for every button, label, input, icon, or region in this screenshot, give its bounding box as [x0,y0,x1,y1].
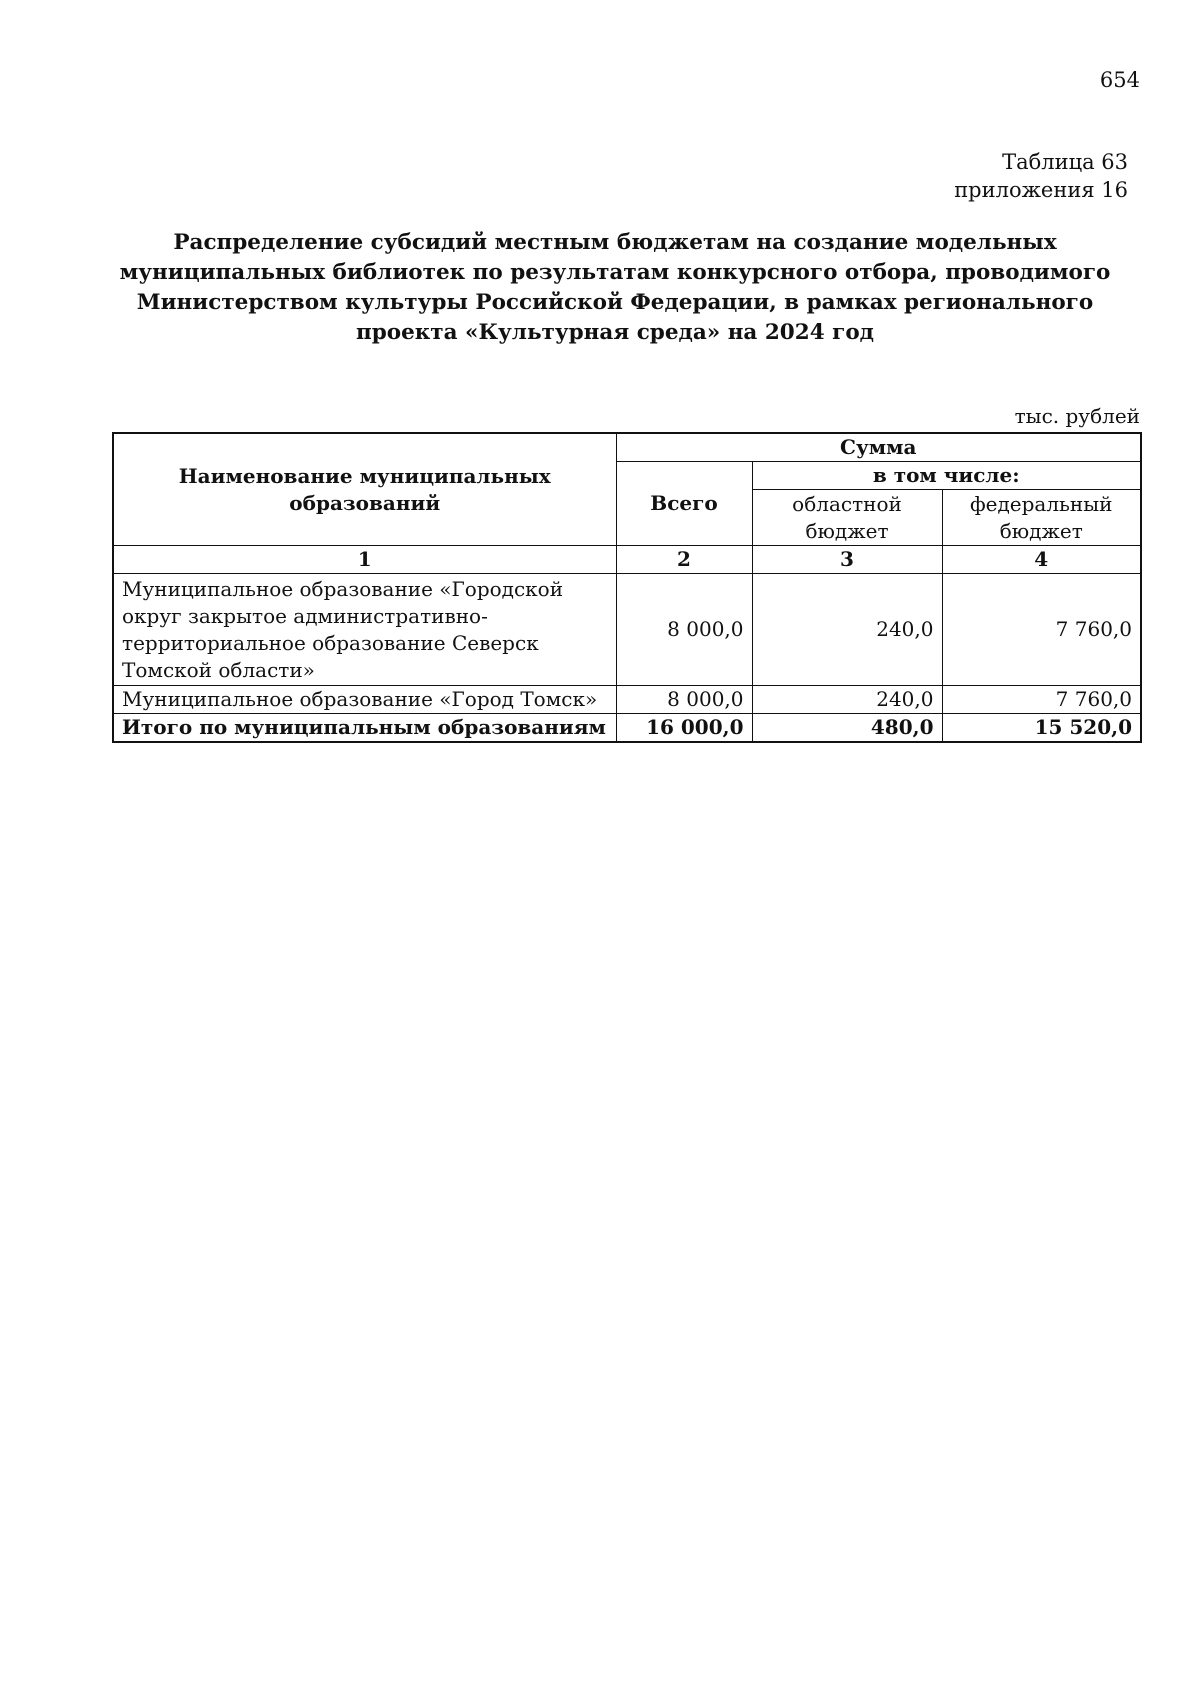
row-total: 8 000,0 [616,574,752,686]
units-label: тыс. рублей [1014,404,1140,428]
table-row [113,574,1141,686]
header-total: Всего [616,462,752,546]
header-including: в том числе: [752,462,1141,490]
document-title: Распределение субсидий местным бюджетам на создание модельных муниципальных библиотек по результатам конкурсного отбора, проводимого Министерством культуры Российской Федерации, в рамках регионального проекта «Культурная среда» на 2024 год [119,230,1111,345]
row-municipality-name: Муниципальное образование «Городской округ закрытое административно-территориальное образование Северск Томской области» [113,574,616,686]
subsidy-table [112,432,1142,743]
totals-label: Итого по муниципальным образованиям [113,714,616,743]
row-federal: 7 760,0 [942,574,1141,686]
totals-row [113,714,1141,743]
table-row [113,686,1141,714]
table-reference-line2: приложения 16 [954,178,1128,202]
column-number-4: 4 [942,546,1141,574]
column-number-3: 3 [752,546,942,574]
column-number-1: 1 [113,546,616,574]
header-federal-budget: федеральный бюджет [942,490,1141,546]
row-regional: 240,0 [752,686,942,714]
totals-federal: 15 520,0 [942,714,1141,743]
row-total: 8 000,0 [616,686,752,714]
row-federal: 7 760,0 [942,686,1141,714]
header-regional-budget: областной бюджет [752,490,942,546]
column-number-2: 2 [616,546,752,574]
totals-regional: 480,0 [752,714,942,743]
header-municipality-name: Наименование муниципальных образований [113,433,616,546]
row-municipality-name: Муниципальное образование «Город Томск» [113,686,616,714]
page-number: 654 [1099,68,1140,92]
table-reference-line1: Таблица 63 [1002,150,1128,174]
header-sum: Сумма [616,433,1141,462]
row-regional: 240,0 [752,574,942,686]
totals-total: 16 000,0 [616,714,752,743]
table-reference [954,148,1128,204]
